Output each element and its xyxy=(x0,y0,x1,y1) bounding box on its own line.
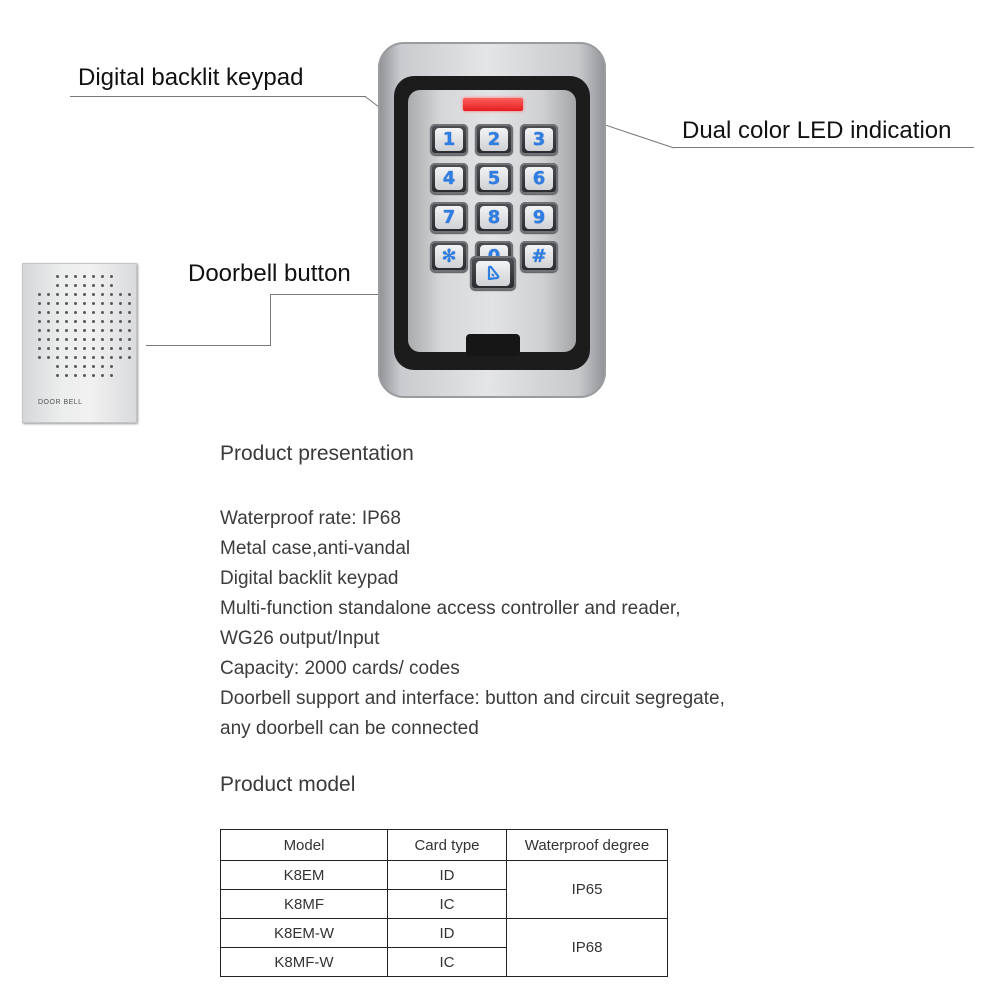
grille-hole xyxy=(83,365,86,368)
grille-hole xyxy=(101,338,104,341)
grille-hole xyxy=(83,302,86,305)
grille-hole xyxy=(110,275,113,278)
grille-hole xyxy=(74,320,77,323)
grille-hole xyxy=(47,275,53,281)
model-table xyxy=(220,829,668,977)
grille-hole xyxy=(74,329,77,332)
keypad-key[interactable] xyxy=(475,163,513,194)
grille-hole xyxy=(83,320,86,323)
feature-item: Waterproof rate: IP68 xyxy=(220,508,401,529)
door-bell-unit xyxy=(22,263,137,423)
model-section-title: Product model xyxy=(220,773,356,796)
grille-hole xyxy=(110,302,113,305)
grille-hole xyxy=(38,365,44,371)
grille-hole xyxy=(38,356,41,359)
grille-hole xyxy=(128,365,134,371)
feature-item: Digital backlit keypad xyxy=(220,568,399,589)
grille-hole xyxy=(56,275,59,278)
grille-hole xyxy=(65,284,68,287)
bell-icon xyxy=(476,261,510,286)
grille-hole xyxy=(74,347,77,350)
grille-hole xyxy=(119,320,122,323)
grille-hole xyxy=(128,302,131,305)
grille-hole xyxy=(83,293,86,296)
feature-list xyxy=(220,504,725,744)
access-keypad-device xyxy=(378,42,606,398)
grille-hole xyxy=(74,293,77,296)
grille-hole xyxy=(119,329,122,332)
grille-hole xyxy=(38,374,44,380)
grille-hole xyxy=(101,284,104,287)
grille-hole xyxy=(101,302,104,305)
grille-hole xyxy=(38,329,41,332)
doorbell-callout-drop xyxy=(270,294,271,345)
grille-hole xyxy=(101,347,104,350)
keypad-bezel xyxy=(394,76,590,370)
grille-hole xyxy=(128,338,131,341)
grille-hole xyxy=(47,293,50,296)
grille-hole xyxy=(83,374,86,377)
grille-hole xyxy=(74,374,77,377)
grille-hole xyxy=(101,356,104,359)
grille-hole xyxy=(56,284,59,287)
feature-item: Doorbell support and interface: button and circuit segregate, xyxy=(220,688,725,709)
grille-hole xyxy=(65,347,68,350)
doorbell-button[interactable] xyxy=(470,256,516,290)
key-label: 9 xyxy=(525,206,553,229)
grille-hole xyxy=(92,347,95,350)
led-callout-label: Dual color LED indication xyxy=(682,117,952,144)
grille-hole xyxy=(119,293,122,296)
card-type-cell: IC xyxy=(388,948,507,977)
grille-hole xyxy=(65,374,68,377)
key-label: ✻ xyxy=(435,245,463,268)
keypad-key[interactable] xyxy=(430,124,468,155)
grille-hole xyxy=(47,356,50,359)
grille-hole xyxy=(65,356,68,359)
grille-hole xyxy=(128,284,134,290)
grille-hole xyxy=(92,338,95,341)
grille-hole xyxy=(47,284,53,290)
grille-hole xyxy=(65,275,68,278)
grille-hole xyxy=(110,365,113,368)
card-type-cell: IC xyxy=(388,890,507,919)
grille-hole xyxy=(65,311,68,314)
grille-hole xyxy=(56,320,59,323)
keypad-face xyxy=(408,90,576,352)
grille-hole xyxy=(101,275,104,278)
grille-hole xyxy=(92,320,95,323)
keypad-key[interactable] xyxy=(475,202,513,233)
grille-hole xyxy=(47,329,50,332)
grille-hole xyxy=(65,329,68,332)
grille-hole xyxy=(92,374,95,377)
grille-hole xyxy=(65,293,68,296)
keypad-key[interactable] xyxy=(520,241,558,272)
grille-hole xyxy=(119,311,122,314)
grille-hole xyxy=(101,365,104,368)
doorbell-callout-to-bell xyxy=(146,345,271,346)
grille-hole xyxy=(128,329,131,332)
header-waterproof: Waterproof degree xyxy=(507,830,668,861)
grille-hole xyxy=(101,320,104,323)
grille-hole xyxy=(74,356,77,359)
grille-hole xyxy=(47,320,50,323)
grille-hole xyxy=(38,302,41,305)
grille-hole xyxy=(74,284,77,287)
grille-hole xyxy=(119,284,125,290)
grille-hole xyxy=(92,284,95,287)
grille-hole xyxy=(110,338,113,341)
grille-hole xyxy=(101,374,104,377)
grille-hole xyxy=(83,347,86,350)
doorbell-callout-label: Doorbell button xyxy=(188,260,351,287)
key-label: 6 xyxy=(525,167,553,190)
key-label: 1 xyxy=(435,128,463,151)
waterproof-cell: IP68 xyxy=(507,919,668,977)
grille-hole xyxy=(56,374,59,377)
feature-item: any doorbell can be connected xyxy=(220,718,479,739)
keypad-key[interactable] xyxy=(520,124,558,155)
grille-hole xyxy=(56,347,59,350)
grille-hole xyxy=(56,302,59,305)
grille-hole xyxy=(56,293,59,296)
key-label: 7 xyxy=(435,206,463,229)
feature-item: Metal case,anti-vandal xyxy=(220,538,411,559)
grille-hole xyxy=(65,320,68,323)
grille-hole xyxy=(110,284,113,287)
header-model: Model xyxy=(221,830,388,861)
waterproof-cell: IP65 xyxy=(507,861,668,919)
keypad-key[interactable] xyxy=(520,202,558,233)
grille-hole xyxy=(128,275,134,281)
table-row xyxy=(221,861,668,890)
grille-hole xyxy=(65,302,68,305)
led-indicator xyxy=(463,98,523,111)
speaker-grille xyxy=(38,275,134,380)
grille-hole xyxy=(83,356,86,359)
grille-hole xyxy=(83,338,86,341)
grille-hole xyxy=(119,374,125,380)
grille-hole xyxy=(47,311,50,314)
grille-hole xyxy=(56,356,59,359)
grille-hole xyxy=(119,365,125,371)
keypad-key[interactable] xyxy=(520,163,558,194)
grille-hole xyxy=(38,275,44,281)
keypad-grid xyxy=(430,124,554,272)
key-label: 3 xyxy=(525,128,553,151)
card-type-cell: ID xyxy=(388,861,507,890)
grille-hole xyxy=(128,356,131,359)
grille-hole xyxy=(119,302,122,305)
door-bell-label: DOOR BELL xyxy=(38,399,83,406)
grille-hole xyxy=(47,302,50,305)
feature-item: WG26 output/Input xyxy=(220,628,380,649)
grille-hole xyxy=(83,275,86,278)
grille-hole xyxy=(119,275,125,281)
keypad-key[interactable] xyxy=(475,124,513,155)
grille-hole xyxy=(83,284,86,287)
model-cell: K8EM xyxy=(221,861,388,890)
grille-hole xyxy=(56,365,59,368)
grille-hole xyxy=(128,311,131,314)
grille-hole xyxy=(83,311,86,314)
grille-hole xyxy=(92,311,95,314)
grille-hole xyxy=(101,293,104,296)
grille-hole xyxy=(74,275,77,278)
grille-hole xyxy=(47,365,53,371)
grille-hole xyxy=(128,347,131,350)
table-header-row xyxy=(221,830,668,861)
keypad-callout-label: Digital backlit keypad xyxy=(78,64,304,91)
grille-hole xyxy=(110,293,113,296)
card-type-cell: ID xyxy=(388,919,507,948)
grille-hole xyxy=(92,302,95,305)
grille-hole xyxy=(110,329,113,332)
model-cell: K8MF xyxy=(221,890,388,919)
grille-hole xyxy=(74,311,77,314)
grille-hole xyxy=(110,347,113,350)
grille-hole xyxy=(38,347,41,350)
grille-hole xyxy=(47,338,50,341)
grille-hole xyxy=(92,365,95,368)
grille-hole xyxy=(119,338,122,341)
grille-hole xyxy=(92,356,95,359)
grille-hole xyxy=(92,293,95,296)
keypad-key[interactable] xyxy=(430,202,468,233)
led-callout-line xyxy=(674,147,974,148)
grille-hole xyxy=(92,329,95,332)
grille-hole xyxy=(101,311,104,314)
feature-item: Capacity: 2000 cards/ codes xyxy=(220,658,460,679)
grille-hole xyxy=(47,347,50,350)
table-row xyxy=(221,919,668,948)
card-reader-slot xyxy=(466,334,520,356)
grille-hole xyxy=(47,374,53,380)
grille-hole xyxy=(83,329,86,332)
grille-hole xyxy=(110,374,113,377)
model-cell: K8MF-W xyxy=(221,948,388,977)
grille-hole xyxy=(74,338,77,341)
grille-hole xyxy=(74,302,77,305)
grille-hole xyxy=(119,356,122,359)
key-label: 8 xyxy=(480,206,508,229)
key-label: # xyxy=(525,245,553,268)
grille-hole xyxy=(128,320,131,323)
feature-item: Multi-function standalone access controller and reader, xyxy=(220,598,681,619)
key-label: 2 xyxy=(480,128,508,151)
grille-hole xyxy=(128,374,134,380)
keypad-key[interactable] xyxy=(430,163,468,194)
grille-hole xyxy=(92,275,95,278)
grille-hole xyxy=(65,338,68,341)
grille-hole xyxy=(128,293,131,296)
key-label: 4 xyxy=(435,167,463,190)
keypad-callout-line xyxy=(70,96,366,97)
grille-hole xyxy=(38,338,41,341)
grille-hole xyxy=(101,329,104,332)
grille-hole xyxy=(110,356,113,359)
grille-hole xyxy=(110,320,113,323)
grille-hole xyxy=(38,284,44,290)
grille-hole xyxy=(38,311,41,314)
grille-hole xyxy=(38,320,41,323)
grille-hole xyxy=(65,365,68,368)
grille-hole xyxy=(74,365,77,368)
keypad-key[interactable] xyxy=(430,241,468,272)
grille-hole xyxy=(56,338,59,341)
model-cell: K8EM-W xyxy=(221,919,388,948)
grille-hole xyxy=(38,293,41,296)
header-card-type: Card type xyxy=(388,830,507,861)
grille-hole xyxy=(110,311,113,314)
key-label: 5 xyxy=(480,167,508,190)
grille-hole xyxy=(119,347,122,350)
grille-hole xyxy=(56,329,59,332)
presentation-title: Product presentation xyxy=(220,442,414,465)
grille-hole xyxy=(56,311,59,314)
